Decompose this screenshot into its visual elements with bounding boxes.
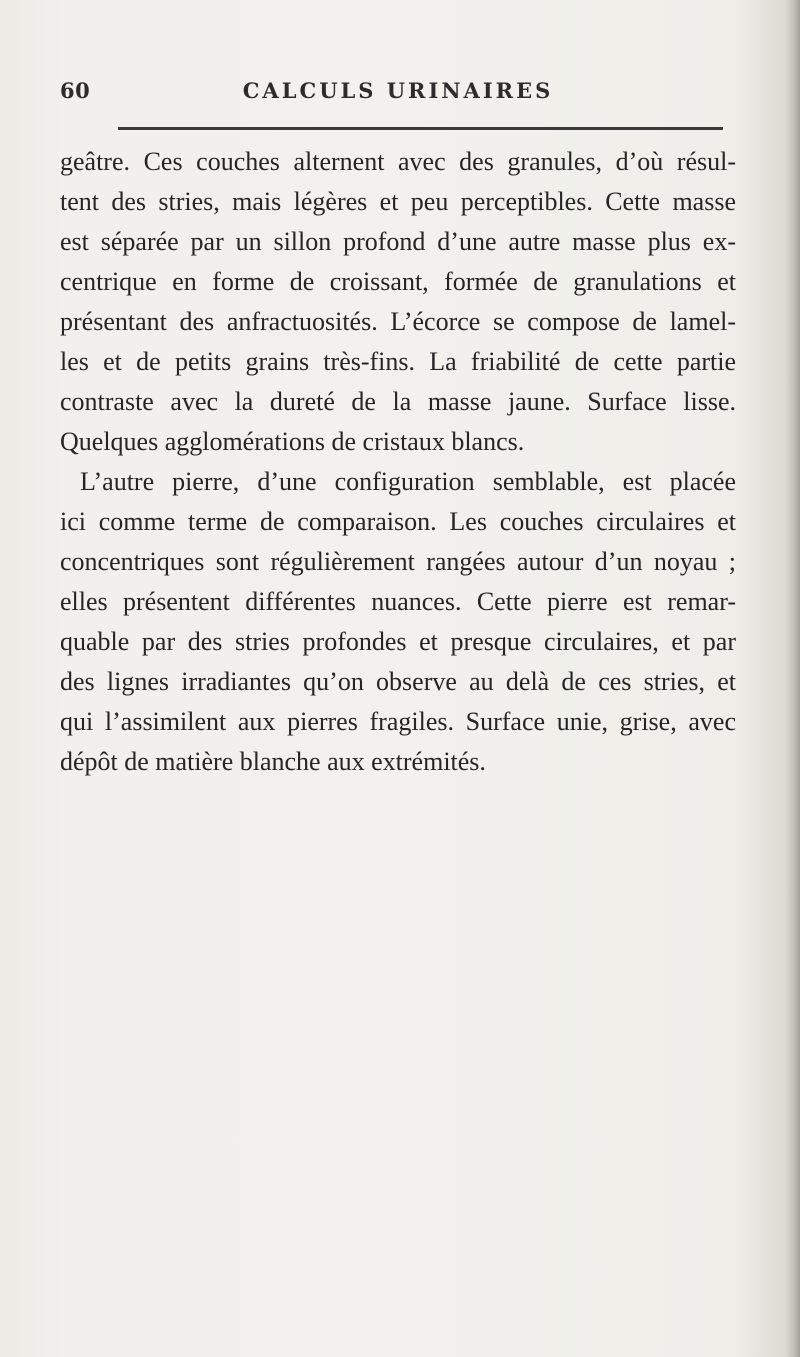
text-line: les et de petits grains très-fins. La friabilité de cette partie <box>60 347 736 376</box>
page-edge-shadow <box>786 0 800 1357</box>
text-line: présentant des anfractuosités. L’écorce se compose de lamel- <box>60 307 736 336</box>
text-line: Quelques agglomérations de cristaux blancs. <box>60 427 525 456</box>
text-line: L’autre pierre, d’une configuration semblable, est placée <box>80 467 736 496</box>
text-line: est séparée par un sillon profond d’une autre masse plus ex- <box>60 227 736 256</box>
text-line: elles présentent différentes nuances. Cette pierre est remar- <box>60 587 736 616</box>
header-rule <box>118 127 723 130</box>
text-line: ici comme terme de comparaison. Les couches circulaires et <box>60 507 736 536</box>
page-number: 60 <box>60 78 91 103</box>
text-line: centrique en forme de croissant, formée de granulations et <box>60 267 736 296</box>
text-line: qui l’assimilent aux pierres fragiles. Surface unie, grise, avec <box>60 707 736 736</box>
running-title: CALCULS URINAIRES <box>242 78 554 103</box>
text-line: quable par des stries profondes et presque circulaires, et par <box>60 627 736 656</box>
text-line: dépôt de matière blanche aux extrémités. <box>60 747 486 776</box>
text-line: contraste avec la dureté de la masse jaune. Surface lisse. <box>60 387 736 416</box>
text-line: des lignes irradiantes qu’on observe au delà de ces stries, et <box>60 667 736 696</box>
text-line: geâtre. Ces couches alternent avec des granules, d’où résul- <box>60 147 736 176</box>
page-header <box>60 78 736 108</box>
body-text <box>60 142 736 782</box>
text-line: tent des stries, mais légères et peu perceptibles. Cette masse <box>60 187 736 216</box>
text-line: concentriques sont régulièrement rangées autour d’un noyau ; <box>60 547 736 576</box>
